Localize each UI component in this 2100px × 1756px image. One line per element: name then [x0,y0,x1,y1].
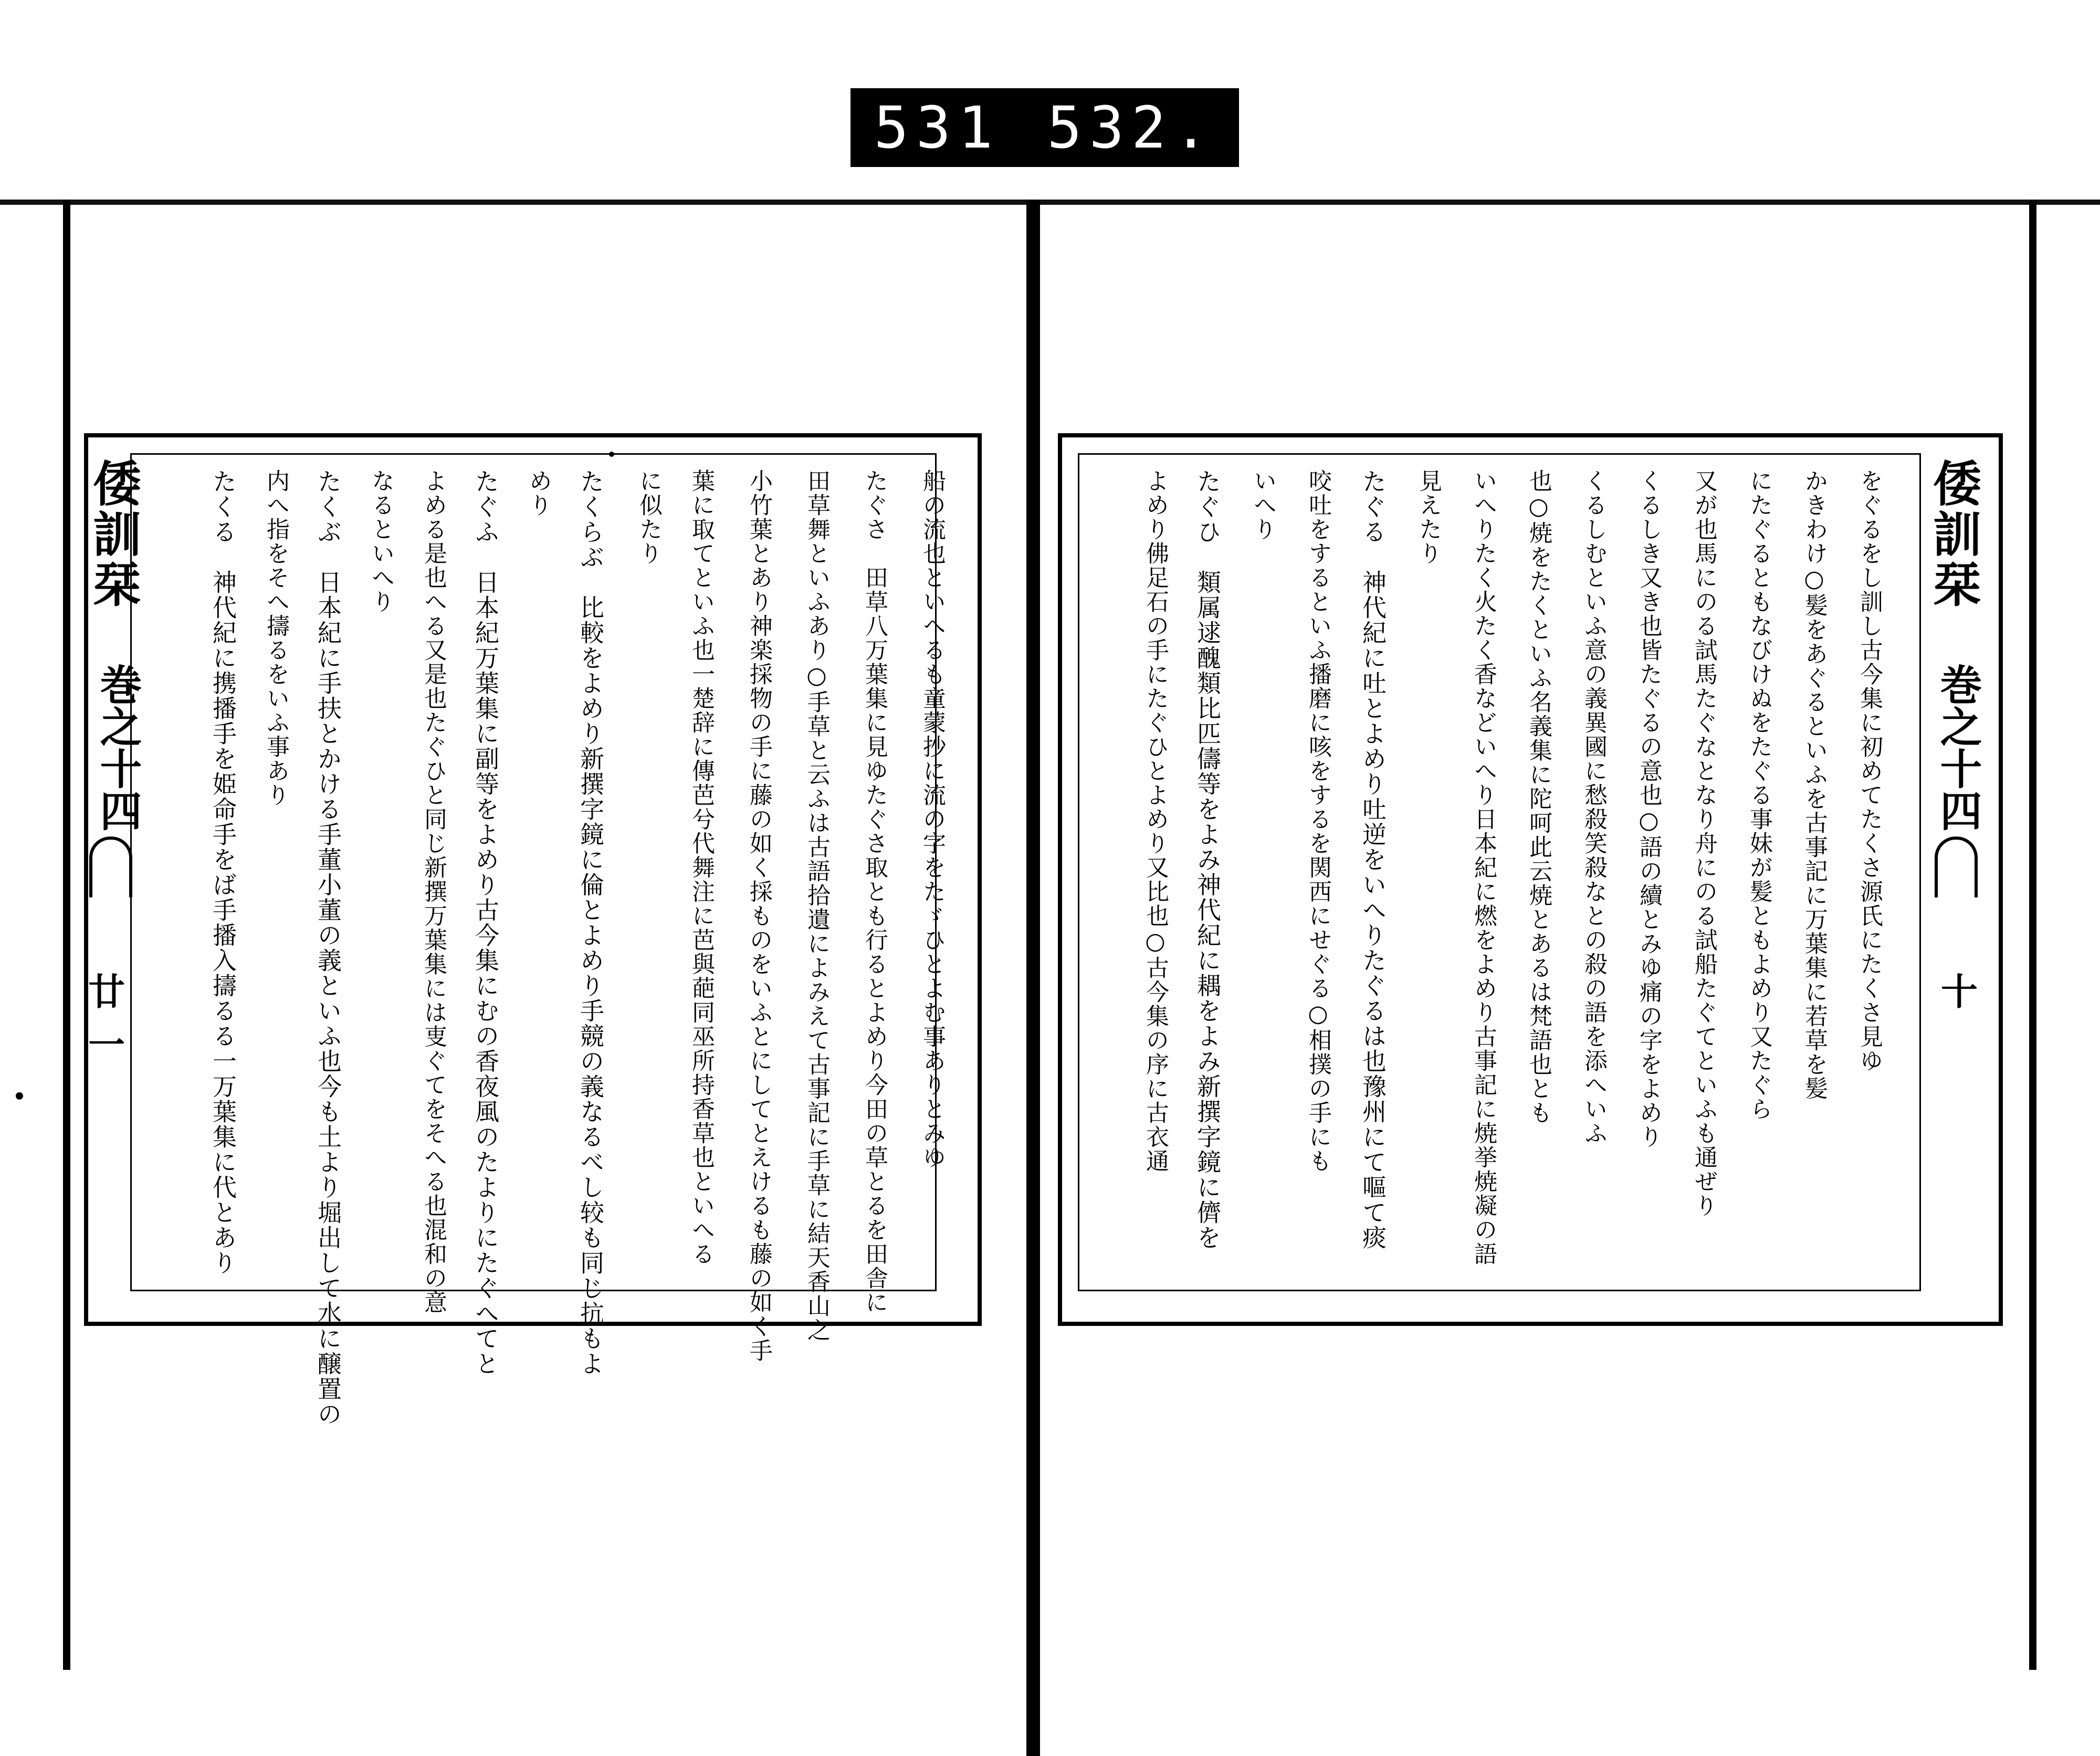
right-column-2: かきわけ○髪をあぐるといふを古事記に万葉集に若草を髪 [1801,469,1828,1101]
right-column-8: いへりたく火たく香などいへり日本紀に燃をよめり古事記に焼挙焼凝の語 [1470,469,1497,1266]
right-column-6: くるしむといふ意の義異國に愁殺笑殺なとの殺の語を添へいふ [1580,469,1607,1145]
right-column-14: よめり佛足石の手にたぐひとよめり又比也○古今集の序に古衣通 [1142,469,1169,1173]
left-column-8: めり [525,469,552,517]
right-column-3: にたぐるともなびけぬをたぐる事妹が髪ともよめり又たぐら [1746,469,1772,1121]
right-column-11: 咬吐をするといふ播磨に咳をするを関西にせぐる○相撲の手にも [1305,469,1331,1173]
left-column-5: 葉に取てといふ也一楚辞に傳芭兮代舞注に芭與葩同巫所持香草也といへる [688,469,715,1266]
left-margin-title: 倭訓栞 [85,458,142,610]
right-column-13: たぐひ 類属逑醜類比匹儔等をよみ神代紀に耦をよみ新撰字鏡に儕を [1193,469,1222,1250]
right-margin-title: 倭訓栞 [1925,458,1982,610]
frame-number-label [850,88,1239,167]
right-column-10: たぐる 神代紀に吐とよめり吐逆をいへりたぐるは也豫州にて嘔て痰 [1359,469,1387,1250]
left-column-9: たぐふ 日本紀万葉集に副等をよめり古今集にむの香夜風のたよりにたぐへてと [471,469,500,1376]
left-column-6: に似たり [635,469,662,566]
right-page [1058,433,2003,1326]
left-fish-tail-mark [89,837,132,897]
left-column-4: 小竹葉とあり神楽採物の手に藤の如く採ものをいふとにしてとえけるも藤の如く手 [746,469,772,1363]
left-column-11: なるといへり [368,469,394,614]
right-column-9: 見えたり [1415,469,1442,566]
frame-number-left: 531 [874,94,1001,161]
right-folio-number: 十 [1941,970,1978,1013]
right-column-1: をぐるをし訓し古今集に初めてたくさ源氏にたくさ見ゆ [1856,469,1883,1073]
left-column-13: 内へ指をそへ擣るをいふ事あり [262,469,289,807]
frame-number-right: 532. [1047,94,1216,161]
left-column-12: たくぶ 日本紀に手扶とかける手董小董の義といふ也今も土より堀出して水に醸置の [314,469,342,1427]
right-column-12: いへり [1250,469,1276,541]
left-column-14: たくる 神代紀に携播手を姫命手をば手播入擣るる一万葉集に代とあり [209,469,237,1276]
right-column-4: 又が也馬にのる試馬たぐなとなり舟にのる試船たぐてといふも通ぜり [1690,469,1717,1218]
left-page-edge [63,200,70,1670]
left-page [84,433,982,1427]
left-column-7: たくらぶ 比較をよめり新撰字鏡に倫とよめり手競の義なるべし较も同じ抗もよ [576,469,605,1376]
left-column-10: よめる是也へる又是也たぐひと同じ新撰万葉集には叓ぐてをそへる也混和の意 [420,469,447,1314]
left-folio-number: 廿一 [88,970,125,1067]
spread-top-edge [0,200,2100,205]
left-column-2: たぐさ 田草八万葉集に見ゆたぐさ取とも行るとよめり今田の草とるを田舎に [861,469,888,1314]
left-column-3: 田草舞といふあり○手草と云ふは古語拾遺によみえて古事記に手草に結天香山之 [803,469,830,1342]
left-column-1: 船の流也といへるも童蒙抄に流の字をたゞひとよむ事ありとみゆ [919,469,946,1169]
right-fish-tail-mark [1935,837,1978,897]
right-column-5: くるしき又き也皆たぐるの意也○語の續とみゆ痛の字をよめり [1635,469,1662,1149]
ink-spot [16,1092,23,1100]
left-volume-label: 巻之十四 [93,663,142,831]
right-volume-label: 巻之十四 [1933,663,1982,831]
right-column-7: 也○焼をたくといふ名義集に陀呵此云焼とあるは梵語也とも [1525,469,1552,1125]
right-page-edge [2029,200,2036,1670]
book-gutter [1026,200,1040,1756]
